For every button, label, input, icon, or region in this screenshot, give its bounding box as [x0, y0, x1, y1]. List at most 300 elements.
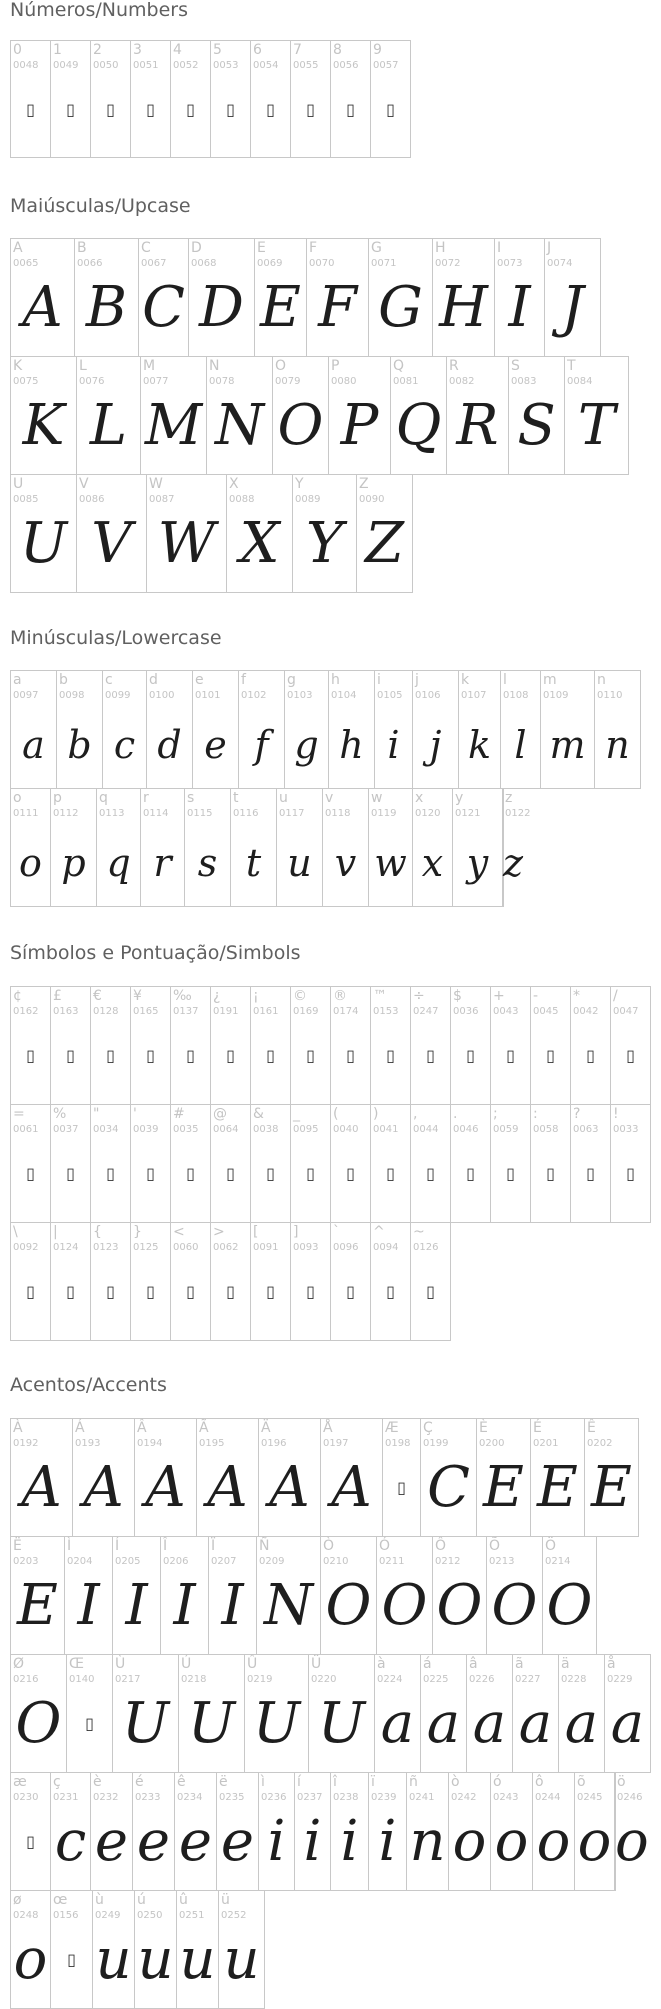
glyph-cell — [420, 1418, 477, 1537]
glyph-cell — [210, 986, 251, 1105]
glyph-code-label: 0052 — [173, 60, 199, 71]
glyph-sample: E — [483, 1455, 524, 1520]
glyph-sample: O — [277, 393, 324, 458]
glyph-code-label: 0044 — [413, 1124, 439, 1135]
glyph-code-label: 0252 — [221, 1910, 247, 1921]
glyph-char-label: õ — [577, 1774, 586, 1790]
missing-glyph-icon: ▯ — [426, 1282, 435, 1301]
glyph-cell — [558, 1654, 605, 1773]
glyph-char-label: T — [567, 358, 576, 374]
glyph-cell — [328, 356, 391, 475]
glyph-code-label: 0156 — [53, 1910, 79, 1921]
glyph-code-label: 0153 — [373, 1006, 399, 1017]
glyph-code-label: 0065 — [13, 258, 39, 269]
glyph-cell — [160, 1536, 209, 1655]
glyph-char-label: Â — [137, 1420, 147, 1436]
glyph-code-label: 0165 — [133, 1006, 159, 1017]
section-title-upcase: Maiúsculas/Upcase — [10, 195, 191, 217]
glyph-cell — [542, 1536, 597, 1655]
glyph-code-label: 0250 — [137, 1910, 163, 1921]
glyph-cell — [290, 40, 331, 158]
glyph-char-label: f — [241, 672, 246, 688]
glyph-code-label: 0094 — [373, 1242, 399, 1253]
glyph-char-label: j — [415, 672, 419, 688]
glyph-char-label: ê — [177, 1774, 186, 1790]
section-title-accents: Acentos/Accents — [10, 1374, 167, 1396]
glyph-cell — [140, 788, 185, 907]
glyph-cell — [466, 1654, 513, 1773]
glyph-code-label: 0126 — [413, 1242, 439, 1253]
glyph-cell — [604, 1654, 651, 1773]
glyph-sample: E — [537, 1455, 578, 1520]
glyph-sample: A — [207, 1455, 248, 1520]
glyph-char-label: ~ — [413, 1224, 425, 1240]
glyph-cell — [170, 986, 211, 1105]
glyph-char-label: î — [333, 1774, 337, 1790]
glyph-char-label: ù — [95, 1892, 104, 1908]
glyph-sample: M — [144, 393, 203, 458]
glyph-char-label: . — [453, 1106, 458, 1122]
glyph-cell — [406, 1772, 449, 1891]
section-title-lowercase: Minúsculas/Lowercase — [10, 627, 222, 649]
glyph-cell — [330, 40, 371, 158]
glyph-char-label: < — [173, 1224, 185, 1240]
glyph-char-label: + — [493, 988, 505, 1004]
glyph-cell — [226, 474, 293, 593]
glyph-sample: U — [121, 1691, 170, 1756]
glyph-cell — [448, 1772, 491, 1891]
glyph-char-label: ì — [261, 1774, 265, 1790]
glyph-cell — [530, 986, 571, 1105]
glyph-code-label: 0036 — [453, 1006, 479, 1017]
glyph-sample: e — [178, 1809, 213, 1874]
glyph-cell — [368, 1772, 407, 1891]
glyph-code-label: 0125 — [133, 1242, 159, 1253]
glyph-cell — [530, 1104, 571, 1223]
glyph-sample: O — [491, 1573, 538, 1638]
glyph-cell — [570, 1104, 611, 1223]
glyph-code-label: 0080 — [331, 376, 357, 387]
glyph-sample: N — [264, 1573, 313, 1638]
missing-glyph-icon: ▯ — [66, 100, 75, 119]
glyph-code-label: 0102 — [241, 690, 267, 701]
glyph-char-label: H — [435, 240, 446, 256]
glyph-sample: w — [374, 841, 407, 885]
glyph-cell — [72, 1418, 135, 1537]
glyph-char-label: ú — [137, 1892, 146, 1908]
glyph-char-label: ã — [515, 1656, 524, 1672]
glyph-sample: Y — [306, 511, 343, 576]
glyph-cell — [10, 1104, 51, 1223]
glyph-sample: a — [518, 1691, 553, 1756]
glyph-code-label: 0226 — [469, 1674, 495, 1685]
glyph-code-label: 0090 — [359, 494, 385, 505]
glyph-cell — [134, 1890, 177, 2009]
glyph-sample: c — [113, 723, 136, 767]
glyph-cell — [90, 1772, 133, 1891]
missing-glyph-icon: ▯ — [226, 100, 235, 119]
glyph-code-label: 0225 — [423, 1674, 449, 1685]
glyph-code-label: 0043 — [493, 1006, 519, 1017]
glyph-cell — [76, 356, 141, 475]
glyph-char-label: 3 — [133, 42, 142, 58]
glyph-cell — [138, 238, 189, 357]
glyph-code-label: 0247 — [413, 1006, 439, 1017]
glyph-char-label: B — [77, 240, 87, 256]
glyph-code-label: 0162 — [13, 1006, 39, 1017]
missing-glyph-icon: ▯ — [386, 1046, 395, 1065]
missing-glyph-icon: ▯ — [26, 1832, 35, 1851]
glyph-code-label: 0237 — [297, 1792, 323, 1803]
glyph-cell — [50, 986, 91, 1105]
glyph-code-label: 0067 — [141, 258, 167, 269]
glyph-cell — [320, 1536, 377, 1655]
missing-glyph-icon: ▯ — [397, 1478, 406, 1497]
glyph-sample: g — [294, 723, 319, 767]
glyph-cell — [584, 1418, 639, 1537]
glyph-char-label: È — [479, 1420, 488, 1436]
glyph-char-label: 0 — [13, 42, 22, 58]
glyph-cell — [210, 1104, 251, 1223]
missing-glyph-icon: ▯ — [26, 1282, 35, 1301]
missing-glyph-icon: ▯ — [306, 1046, 315, 1065]
glyph-code-label: 0045 — [533, 1006, 559, 1017]
glyph-code-label: 0108 — [503, 690, 529, 701]
glyph-sample: i — [378, 1809, 397, 1874]
glyph-sample: G — [378, 275, 423, 340]
glyph-code-label: 0229 — [607, 1674, 633, 1685]
glyph-code-label: 0174 — [333, 1006, 359, 1017]
glyph-code-label: 0042 — [573, 1006, 599, 1017]
glyph-char-label: 1 — [53, 42, 62, 58]
glyph-sample: y — [466, 841, 489, 885]
glyph-char-label: ‰ — [173, 988, 192, 1004]
glyph-cell — [610, 1104, 651, 1223]
glyph-cell — [290, 1104, 331, 1223]
glyph-char-label: h — [331, 672, 340, 688]
glyph-sample: A — [22, 275, 63, 340]
missing-glyph-icon: ▯ — [346, 100, 355, 119]
glyph-sample: o — [494, 1809, 529, 1874]
missing-glyph-icon: ▯ — [266, 100, 275, 119]
missing-glyph-icon: ▯ — [26, 1046, 35, 1065]
glyph-cell — [294, 1772, 331, 1891]
glyph-char-label: Ç — [423, 1420, 433, 1436]
glyph-cell — [196, 1418, 259, 1537]
glyph-char-label: Ó — [379, 1538, 391, 1554]
missing-glyph-icon: ▯ — [106, 1164, 115, 1183]
glyph-char-label: > — [213, 1224, 225, 1240]
glyph-code-label: 0073 — [497, 258, 523, 269]
missing-glyph-icon: ▯ — [186, 1046, 195, 1065]
missing-glyph-icon: ▯ — [266, 1164, 275, 1183]
glyph-char-label: Û — [247, 1656, 258, 1672]
glyph-cell — [10, 356, 77, 475]
glyph-sample: O — [546, 1573, 593, 1638]
glyph-sample: l — [514, 723, 527, 767]
glyph-sample: o — [536, 1809, 571, 1874]
glyph-code-label: 0123 — [93, 1242, 119, 1253]
glyph-char-label: å — [607, 1656, 616, 1672]
glyph-code-label: 0058 — [533, 1124, 559, 1135]
glyph-cell — [192, 670, 239, 789]
glyph-char-label: Ï — [211, 1538, 216, 1554]
glyph-sample: S — [517, 393, 556, 458]
glyph-cell — [256, 1536, 321, 1655]
glyph-cell — [284, 670, 329, 789]
glyph-sample: O — [436, 1573, 483, 1638]
glyph-cell — [530, 1418, 585, 1537]
glyph-sample: e — [94, 1809, 129, 1874]
glyph-code-label: 0244 — [535, 1792, 561, 1803]
glyph-sample: x — [421, 841, 444, 885]
glyph-char-label: Ñ — [259, 1538, 270, 1554]
glyph-sample: e — [204, 723, 227, 767]
missing-glyph-icon: ▯ — [226, 1164, 235, 1183]
glyph-sample: o — [577, 1809, 612, 1874]
missing-glyph-icon: ▯ — [386, 100, 395, 119]
missing-glyph-icon: ▯ — [386, 1164, 395, 1183]
glyph-sample: e — [220, 1809, 255, 1874]
glyph-sample: v — [334, 841, 357, 885]
glyph-cell — [230, 788, 277, 907]
glyph-char-label: 8 — [333, 42, 342, 58]
glyph-cell — [176, 1890, 219, 2009]
glyph-cell — [92, 1890, 135, 2009]
glyph-char-label: ï — [371, 1774, 375, 1790]
glyph-cell — [374, 1654, 421, 1773]
glyph-code-label: 0202 — [587, 1438, 613, 1449]
glyph-char-label: : — [533, 1106, 538, 1122]
glyph-char-label: V — [79, 476, 89, 492]
glyph-code-label: 0085 — [13, 494, 39, 505]
section-title-symbols: Símbolos e Pontuação/Simbols — [10, 942, 301, 964]
glyph-cell — [10, 1418, 73, 1537]
glyph-sample: F — [318, 275, 357, 340]
glyph-cell — [50, 1772, 91, 1891]
glyph-code-label: 0235 — [219, 1792, 245, 1803]
glyph-cell — [76, 474, 147, 593]
glyph-cell — [10, 40, 51, 158]
glyph-code-label: 0211 — [379, 1556, 405, 1567]
glyph-sample: j — [429, 723, 442, 767]
glyph-code-label: 0054 — [253, 60, 279, 71]
glyph-code-label: 0234 — [177, 1792, 203, 1803]
glyph-code-label: 0219 — [247, 1674, 273, 1685]
glyph-cell: ö 0246 o — [614, 1772, 616, 1891]
glyph-cell — [490, 1772, 533, 1891]
glyph-cell — [544, 238, 601, 357]
glyph-code-label: 0107 — [461, 690, 487, 701]
glyph-cell — [370, 40, 411, 158]
glyph-code-label: 0200 — [479, 1438, 505, 1449]
glyph-char-label: - — [533, 988, 539, 1004]
glyph-char-label: \ — [13, 1224, 18, 1240]
glyph-cell — [490, 986, 531, 1105]
glyph-cell — [476, 1418, 531, 1537]
glyph-sample: n — [605, 723, 630, 767]
glyph-char-label: Ã — [199, 1420, 209, 1436]
glyph-code-label: 0059 — [493, 1124, 519, 1135]
glyph-sample: t — [245, 841, 262, 885]
glyph-cell — [146, 670, 193, 789]
glyph-char-label: t — [233, 790, 239, 806]
glyph-cell — [330, 1104, 371, 1223]
glyph-char-label: k — [461, 672, 470, 688]
glyph-code-label: 0121 — [455, 808, 481, 819]
glyph-char-label: ò — [451, 1774, 460, 1790]
glyph-char-label: # — [173, 1106, 185, 1122]
glyph-code-label: 0191 — [213, 1006, 239, 1017]
section-title-numbers: Números/Numbers — [10, 0, 188, 21]
glyph-cell — [374, 670, 413, 789]
missing-glyph-icon: ▯ — [386, 1282, 395, 1301]
glyph-char-label: M — [143, 358, 156, 374]
glyph-sample: I — [125, 1573, 148, 1638]
glyph-char-label: À — [13, 1420, 23, 1436]
glyph-cell — [356, 474, 413, 593]
glyph-code-label: 0119 — [371, 808, 397, 819]
glyph-cell — [258, 1418, 321, 1537]
glyph-code-label: 0098 — [59, 690, 85, 701]
glyph-cell — [210, 1222, 251, 1341]
glyph-cell — [532, 1772, 575, 1891]
glyph-code-label: 0053 — [213, 60, 239, 71]
glyph-code-label: 0049 — [53, 60, 79, 71]
glyph-cell — [10, 474, 77, 593]
glyph-char-label: ø — [13, 1892, 22, 1908]
glyph-sample: u — [223, 1927, 260, 1992]
missing-glyph-icon: ▯ — [546, 1164, 555, 1183]
glyph-char-label: ë — [219, 1774, 228, 1790]
glyph-cell — [446, 356, 509, 475]
glyph-cell — [292, 474, 357, 593]
glyph-code-label: 0216 — [13, 1674, 39, 1685]
glyph-char-label: Ë — [13, 1538, 22, 1554]
glyph-cell — [452, 788, 503, 907]
glyph-cell — [574, 1772, 615, 1891]
glyph-cell — [134, 1418, 197, 1537]
glyph-sample: J — [561, 275, 584, 340]
glyph-code-label: 0161 — [253, 1006, 279, 1017]
glyph-code-label: 0078 — [209, 376, 235, 387]
glyph-code-label: 0212 — [435, 1556, 461, 1567]
glyph-char-label: Ì — [67, 1538, 72, 1554]
glyph-cell — [494, 238, 545, 357]
missing-glyph-icon: ▯ — [186, 100, 195, 119]
glyph-char-label: X — [229, 476, 239, 492]
glyph-sample: a — [610, 1691, 645, 1756]
glyph-char-label: " — [93, 1106, 100, 1122]
glyph-cell — [272, 356, 329, 475]
glyph-code-label: 0110 — [597, 690, 623, 701]
missing-glyph-icon: ▯ — [146, 1046, 155, 1065]
glyph-sample: o — [13, 1927, 48, 1992]
glyph-code-label: 0169 — [293, 1006, 319, 1017]
glyph-sample: E — [260, 275, 301, 340]
glyph-sample: i — [340, 1809, 359, 1874]
glyph-cell — [330, 1222, 371, 1341]
glyph-code-label: 0249 — [95, 1910, 121, 1921]
glyph-char-label: 7 — [293, 42, 302, 58]
missing-glyph-icon: ▯ — [186, 1282, 195, 1301]
glyph-cell — [64, 1536, 113, 1655]
glyph-sample: N — [215, 393, 264, 458]
missing-glyph-icon: ▯ — [106, 1046, 115, 1065]
glyph-cell — [250, 986, 291, 1105]
glyph-cell — [90, 1222, 131, 1341]
glyph-char-label: C — [141, 240, 151, 256]
glyph-sample: L — [89, 393, 128, 458]
glyph-char-label: ¢ — [13, 988, 22, 1004]
glyph-char-label: U — [13, 476, 24, 492]
glyph-code-label: 0092 — [13, 1242, 39, 1253]
glyph-char-label: _ — [293, 1106, 300, 1122]
glyph-sample: A — [83, 1455, 124, 1520]
glyph-code-label: 0087 — [149, 494, 175, 505]
glyph-char-label: g — [287, 672, 296, 688]
glyph-cell — [130, 1222, 171, 1341]
glyph-code-label: 0239 — [371, 1792, 397, 1803]
glyph-cell — [50, 1222, 91, 1341]
glyph-char-label: £ — [53, 988, 62, 1004]
glyph-char-label: Œ — [69, 1656, 84, 1672]
glyph-cell — [96, 788, 141, 907]
glyph-char-label: Ü — [311, 1656, 322, 1672]
glyph-code-label: 0192 — [13, 1438, 39, 1449]
glyph-sample: I — [77, 1573, 100, 1638]
glyph-char-label: $ — [453, 988, 462, 1004]
glyph-cell — [382, 1418, 421, 1537]
glyph-char-label: ® — [333, 988, 347, 1004]
glyph-cell — [170, 1104, 211, 1223]
glyph-cell — [50, 788, 97, 907]
glyph-char-label: Ô — [435, 1538, 447, 1554]
glyph-char-label: E — [257, 240, 266, 256]
glyph-cell — [130, 40, 171, 158]
glyph-cell — [112, 1654, 179, 1773]
glyph-code-label: 0198 — [385, 1438, 411, 1449]
missing-glyph-icon: ▯ — [346, 1164, 355, 1183]
glyph-cell — [370, 986, 411, 1105]
glyph-cell — [412, 670, 459, 789]
glyph-cell — [254, 238, 307, 357]
glyph-cell — [50, 1890, 93, 2009]
glyph-char-label: ó — [493, 1774, 502, 1790]
glyph-char-label: Æ — [385, 1420, 399, 1436]
glyph-code-label: 0105 — [377, 690, 403, 701]
glyph-code-label: 0114 — [143, 808, 169, 819]
glyph-char-label: ' — [133, 1106, 137, 1122]
glyph-code-label: 0195 — [199, 1438, 225, 1449]
glyph-cell — [188, 238, 255, 357]
glyph-cell — [178, 1654, 245, 1773]
glyph-cell — [512, 1654, 559, 1773]
missing-glyph-icon: ▯ — [346, 1282, 355, 1301]
glyph-code-label: 0197 — [323, 1438, 349, 1449]
glyph-code-label: 0103 — [287, 690, 313, 701]
glyph-code-label: 0077 — [143, 376, 169, 387]
glyph-code-label: 0113 — [99, 808, 125, 819]
glyph-sample: s — [197, 841, 218, 885]
glyph-char-label: G — [371, 240, 382, 256]
glyph-char-label: ¥ — [133, 988, 142, 1004]
glyph-cell — [368, 238, 433, 357]
glyph-cell — [56, 670, 103, 789]
glyph-code-label: 0101 — [195, 690, 221, 701]
glyph-char-label: D — [191, 240, 202, 256]
glyph-sample: i — [267, 1809, 286, 1874]
